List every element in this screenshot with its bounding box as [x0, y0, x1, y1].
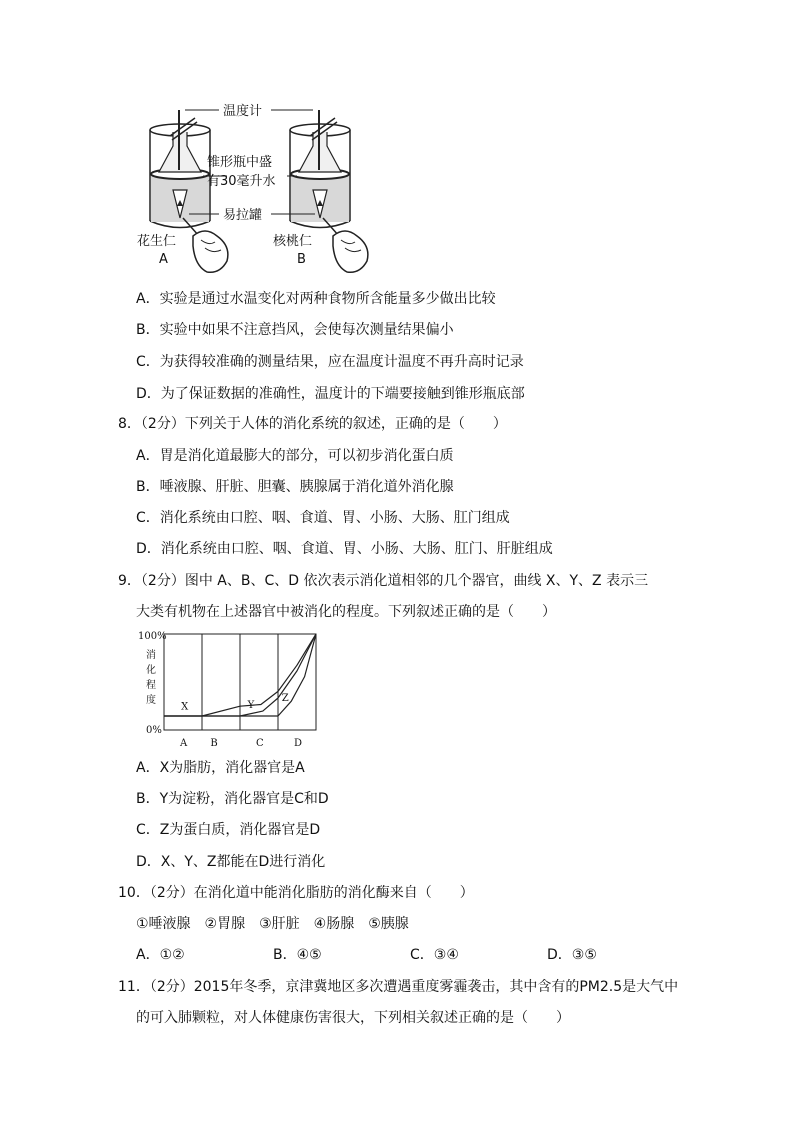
series-label-x: X [181, 701, 189, 713]
q7-option-a: A．实验是通过水温变化对两种食物所含能量多少做出比较 [136, 291, 496, 307]
peanut-label: 花生仁 [137, 234, 177, 249]
q9-stem-line2: 大类有机物在上述器官中被消化的程度。下列叙述正确的是（ ） [136, 604, 556, 620]
q10-option-c: C．③④ [410, 947, 459, 963]
food-energy-experiment-figure [135, 96, 395, 281]
q9-stem-line1: 9．（2分）图中 A、B、C、D 依次表示消化道相邻的几个器官，曲线 X、Y、Z 表示三 [118, 573, 649, 589]
x-tick-a: A [180, 738, 188, 749]
q10-options [0, 945, 794, 965]
y-axis-label [146, 648, 156, 706]
series-label-y: Y [247, 699, 255, 711]
q8-option-a: A．胃是消化道最膨大的部分，可以初步消化蛋白质 [136, 448, 454, 464]
apparatus-b-letter: B [297, 252, 306, 267]
q8-option-c: C．消化系统由口腔、咽、食道、胃、小肠、大肠、肛门组成 [136, 510, 510, 526]
digestion-chart [138, 628, 328, 750]
x-tick-b: B [210, 738, 218, 749]
y-label-char: 度 [146, 695, 156, 706]
q9-option-a: A．X为脂肪，消化器官是A [136, 760, 305, 776]
walnut-label: 核桃仁 [273, 234, 313, 249]
q9-option-d: D．X、Y、Z都能在D进行消化 [136, 854, 326, 870]
q11-stem-line1: 11．（2分）2015年冬季，京津冀地区多次遭遇重度雾霾袭击，其中含有的PM2.5是大气中 [118, 979, 679, 995]
y-label-char: 消 [146, 650, 156, 661]
q11-stem-line2: 的可入肺颗粒，对人体健康伤害很大，下列相关叙述正确的是（ ） [136, 1010, 570, 1026]
q7-option-d: D．为了保证数据的准确性，温度计的下端要接触到锥形瓶底部 [136, 386, 525, 402]
apparatus-a-letter: A [159, 252, 168, 267]
flask-note-line2: 有30毫升水 [207, 174, 276, 189]
can-label: 易拉罐 [223, 208, 263, 223]
y-label-char: 化 [146, 665, 156, 676]
x-tick-c: C [256, 738, 264, 749]
thermometer-label: 温度计 [223, 104, 263, 119]
q8-option-d: D．消化系统由口腔、咽、食道、胃、小肠、大肠、肛门、肝脏组成 [136, 541, 553, 557]
y-label-char: 程 [146, 680, 156, 691]
q7-option-b: B．实验中如果不注意挡风，会使每次测量结果偏小 [136, 322, 454, 338]
q8-stem: 8．（2分）下列关于人体的消化系统的叙述，正确的是（ ） [118, 416, 507, 432]
y-tick-100: 100% [138, 631, 167, 642]
q10-stem: 10．（2分）在消化道中能消化脂肪的消化酶来自（ ） [118, 885, 474, 901]
q7-option-c: C．为获得较准确的测量结果，应在温度计温度不再升高时记录 [136, 354, 524, 370]
q9-option-b: B．Y为淀粉，消化器官是C和D [136, 791, 329, 807]
q8-option-b: B．唾液腺、肝脏、胆囊、胰腺属于消化道外消化腺 [136, 479, 454, 495]
q10-option-b: B．④⑤ [273, 947, 322, 963]
y-tick-0: 0% [146, 725, 162, 736]
x-tick-d: D [294, 738, 303, 749]
series-label-z: Z [281, 693, 289, 705]
flask-note-line1: 锥形瓶中盛 [207, 155, 273, 170]
q10-option-d: D．③⑤ [547, 947, 597, 963]
q10-items: ①唾液腺 ②胃腺 ③肝脏 ④肠腺 ⑤胰腺 [136, 916, 409, 932]
q10-option-a: A．①② [136, 947, 185, 963]
q9-option-c: C．Z为蛋白质，消化器官是D [136, 822, 321, 838]
